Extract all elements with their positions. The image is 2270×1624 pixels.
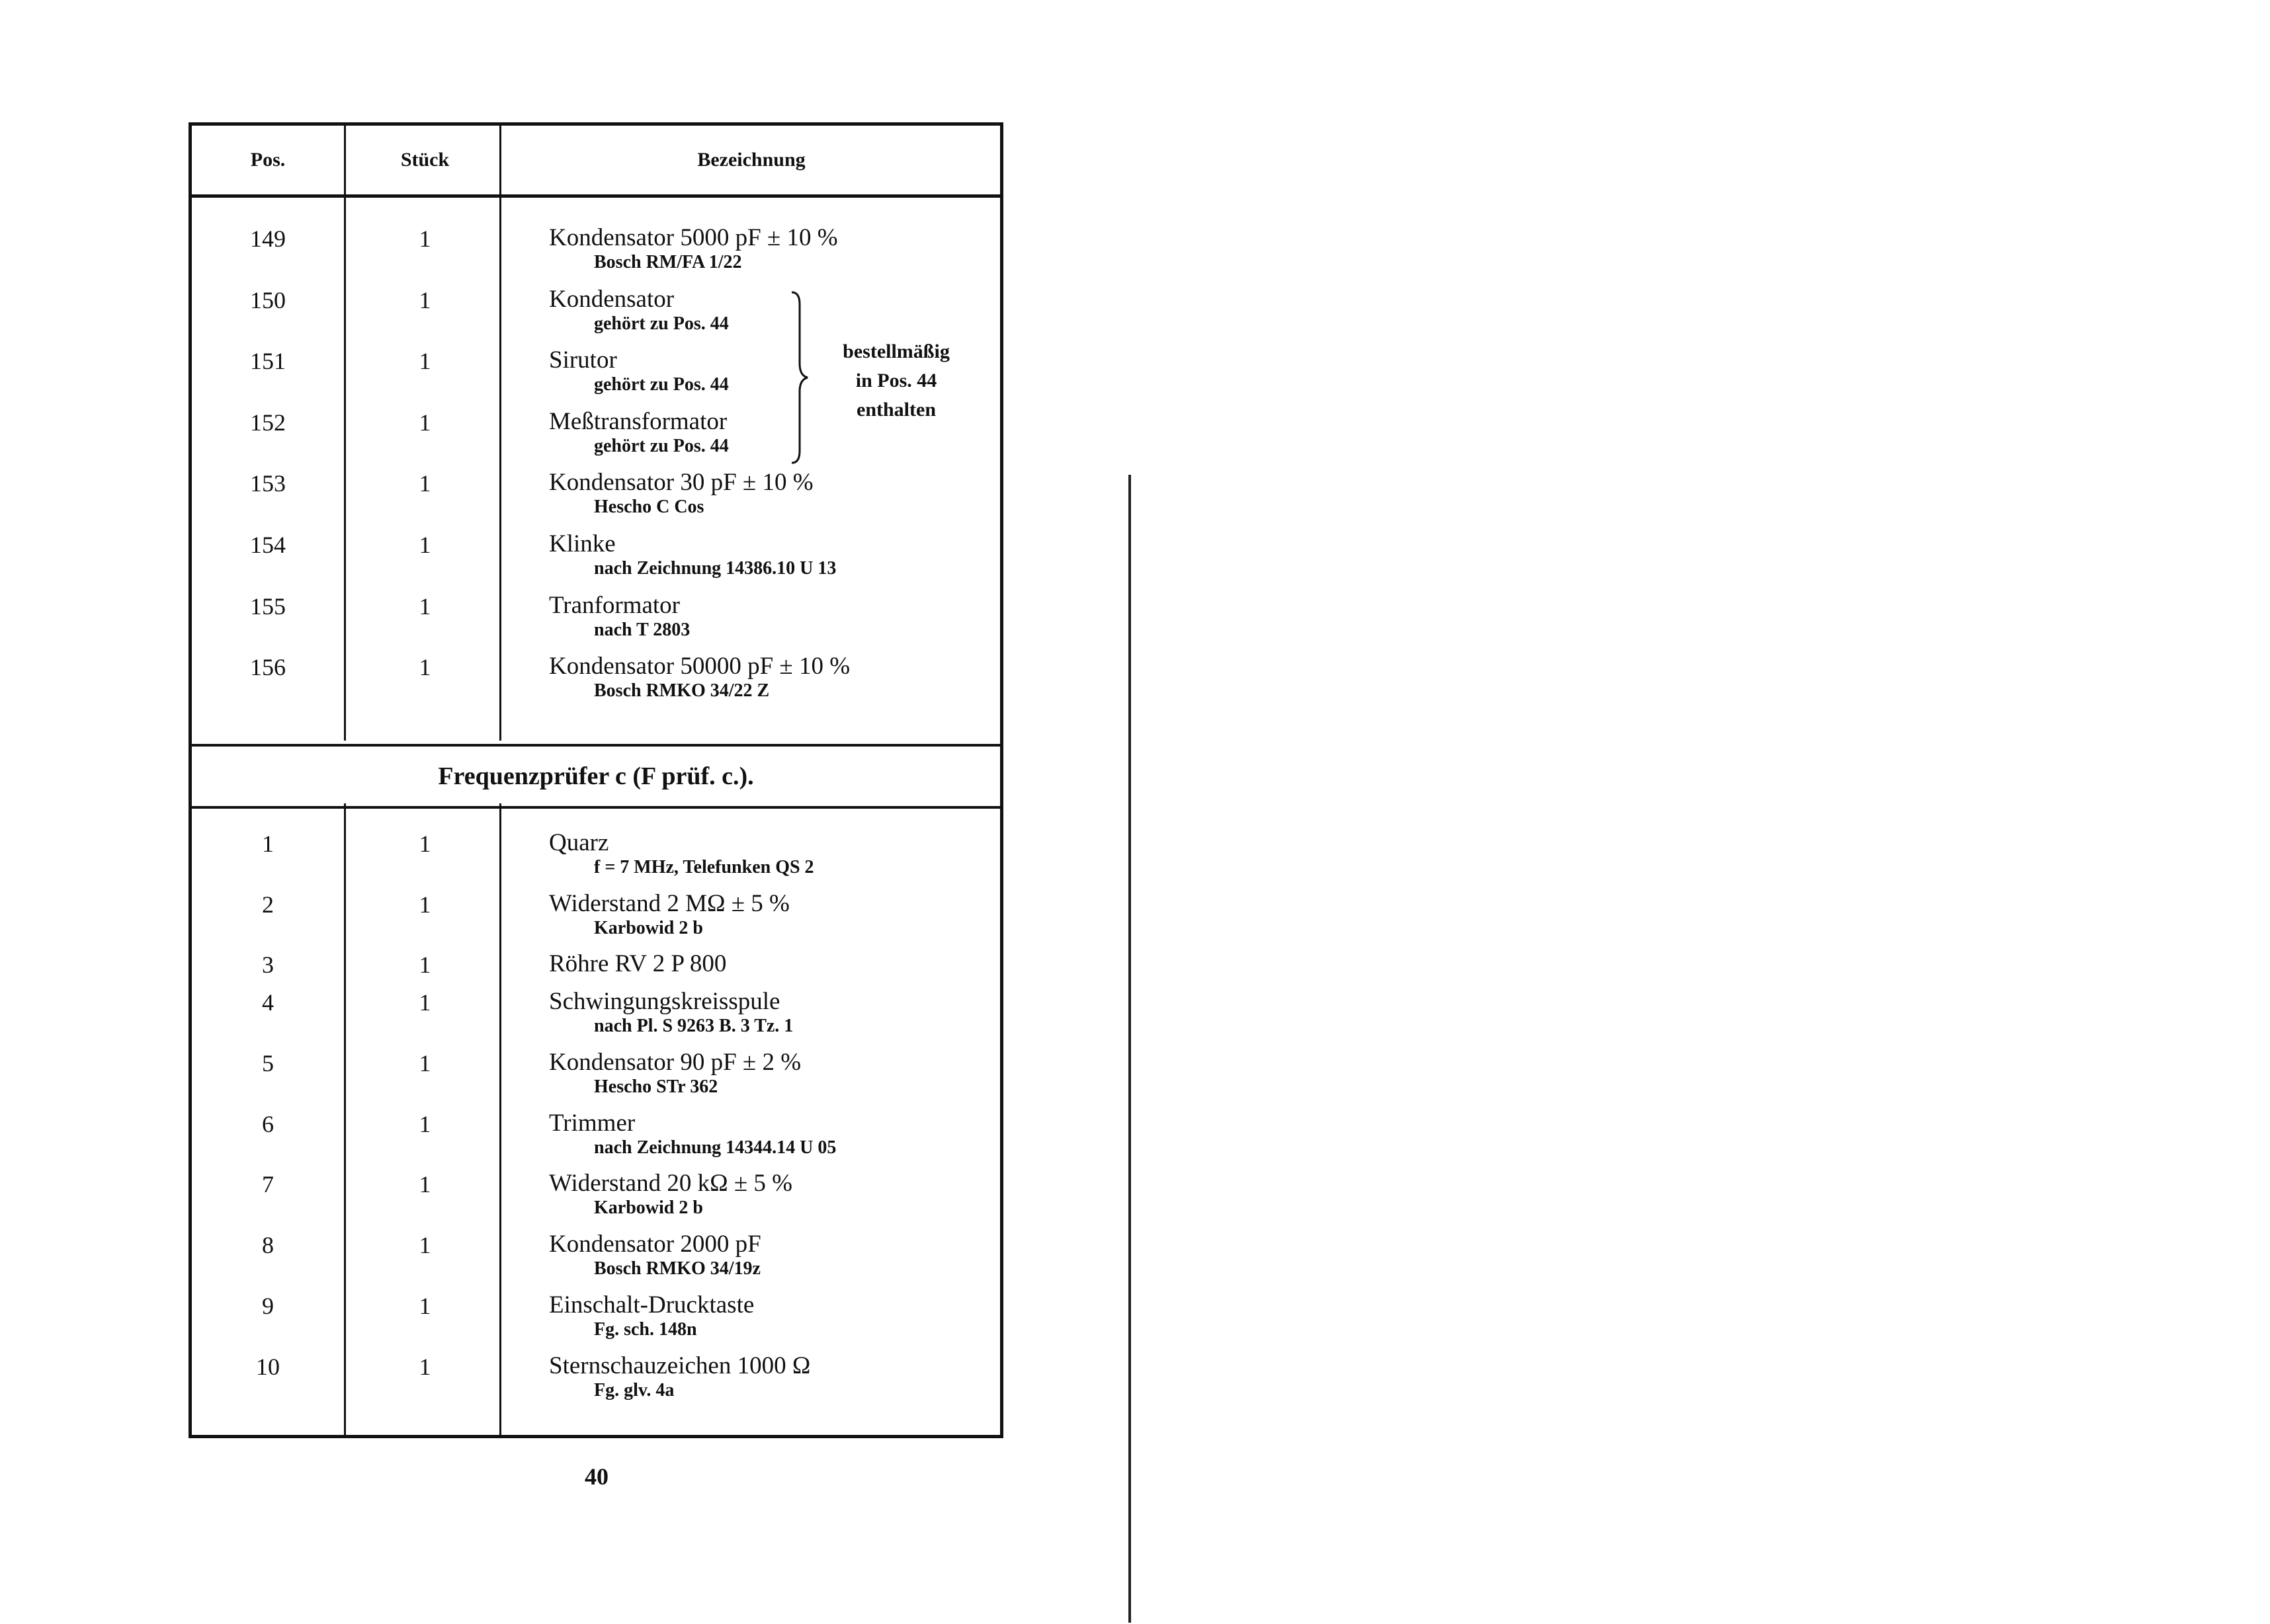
- row-name: Kondensator 50000 pF ± 10 %: [549, 653, 851, 680]
- row-pos: 1: [262, 831, 274, 857]
- row-pos: 4: [262, 989, 274, 1016]
- row-detail: nach Pl. S 9263 B. 3 Tz. 1: [594, 1016, 794, 1036]
- row-description: [549, 531, 986, 580]
- row-quantity: 1: [419, 532, 431, 558]
- row-name: Kondensator 90 pF ± 2 %: [549, 1049, 802, 1076]
- column-divider: [344, 126, 346, 741]
- row-description: [549, 830, 986, 879]
- row-quantity: 1: [419, 891, 431, 918]
- row-name: Widerstand 20 kΩ ± 5 %: [549, 1170, 792, 1197]
- row-pos: 6: [262, 1111, 274, 1137]
- row-description: [549, 653, 986, 702]
- brace-note-line: in Pos. 44: [855, 370, 937, 391]
- row-detail: nach Zeichnung 14386.10 U 13: [594, 558, 837, 579]
- row-name: Quarz: [549, 829, 609, 856]
- row-description: [549, 989, 986, 1037]
- row-name: Sternschauzeichen 1000 Ω: [549, 1352, 811, 1379]
- row-description: [549, 1110, 986, 1159]
- row-quantity: 1: [419, 1232, 431, 1258]
- row-quantity: 1: [419, 225, 431, 252]
- row-detail: Bosch RMKO 34/22 Z: [594, 680, 770, 701]
- row-description: [549, 469, 986, 518]
- row-quantity: 1: [419, 470, 431, 497]
- row-pos: 149: [250, 225, 286, 252]
- row-pos: 5: [262, 1050, 274, 1076]
- row-pos: 3: [262, 952, 274, 978]
- row-pos: 155: [250, 593, 286, 620]
- header-stueck: Stück: [400, 149, 450, 171]
- page-number: 40: [585, 1463, 609, 1490]
- row-pos: 151: [250, 348, 286, 374]
- row-name: Kondensator 5000 pF ± 10 %: [549, 224, 838, 251]
- row-description: [549, 286, 986, 335]
- row-name: Schwingungskreisspule: [549, 988, 780, 1015]
- brace-note-line: bestellmäßig: [843, 341, 950, 362]
- row-quantity: 1: [419, 989, 431, 1016]
- row-detail: Bosch RMKO 34/19z: [594, 1258, 761, 1279]
- row-detail: Karbowid 2 b: [594, 918, 703, 938]
- row-description: [549, 1170, 986, 1219]
- row-detail: Hescho STr 362: [594, 1076, 718, 1097]
- row-pos: 2: [262, 891, 274, 918]
- row-pos: 7: [262, 1171, 274, 1198]
- row-quantity: 1: [419, 409, 431, 436]
- row-name: Sirutor: [549, 346, 617, 374]
- row-pos: 152: [250, 409, 286, 436]
- row-detail: Fg. sch. 148n: [594, 1319, 697, 1340]
- row-description: [549, 225, 986, 274]
- table-header: [192, 126, 1000, 198]
- row-name: Trimmer: [549, 1110, 636, 1137]
- row-quantity: 1: [419, 654, 431, 680]
- row-name: Meßtransformator: [549, 408, 728, 435]
- row-quantity: 1: [419, 952, 431, 978]
- row-detail: gehört zu Pos. 44: [594, 374, 729, 395]
- row-name: Kondensator: [549, 286, 675, 313]
- page-fold-line: [1128, 475, 1131, 1623]
- column-divider: [344, 803, 346, 1438]
- row-detail: nach T 2803: [594, 620, 691, 640]
- row-quantity: 1: [419, 1050, 431, 1076]
- parts-table: [189, 122, 1003, 1438]
- row-detail: f = 7 MHz, Telefunken QS 2: [594, 857, 814, 877]
- row-name: Klinke: [549, 530, 616, 557]
- row-quantity: 1: [419, 1354, 431, 1380]
- row-pos: 8: [262, 1232, 274, 1258]
- brace-note-line: enthalten: [857, 399, 936, 421]
- row-name: Röhre RV 2 P 800: [549, 950, 727, 977]
- row-pos: 154: [250, 532, 286, 558]
- row-pos: 153: [250, 470, 286, 497]
- row-quantity: 1: [419, 831, 431, 857]
- row-name: Tranformator: [549, 592, 680, 619]
- right-brace-icon: [790, 291, 810, 464]
- row-detail: nach Zeichnung 14344.14 U 05: [594, 1137, 837, 1158]
- row-quantity: 1: [419, 287, 431, 313]
- row-description: [549, 951, 986, 977]
- row-quantity: 1: [419, 1171, 431, 1198]
- row-quantity: 1: [419, 1111, 431, 1137]
- row-quantity: 1: [419, 348, 431, 374]
- row-pos: 9: [262, 1293, 274, 1319]
- row-detail: Hescho C Cos: [594, 497, 704, 517]
- row-detail: Bosch RM/FA 1/22: [594, 252, 742, 272]
- row-quantity: 1: [419, 1293, 431, 1319]
- row-detail: gehört zu Pos. 44: [594, 436, 729, 456]
- row-name: Kondensator 2000 pF: [549, 1231, 761, 1258]
- row-quantity: 1: [419, 593, 431, 620]
- row-description: [549, 1231, 986, 1280]
- row-name: Kondensator 30 pF ± 10 %: [549, 469, 814, 496]
- row-name: Widerstand 2 MΩ ± 5 %: [549, 890, 790, 917]
- row-description: [549, 592, 986, 641]
- row-name: Einschalt-Drucktaste: [549, 1291, 755, 1319]
- brace-note: [817, 337, 976, 425]
- row-pos: 10: [256, 1354, 280, 1380]
- section-title: Frequenzprüfer c (F prüf. c.).: [192, 744, 1000, 809]
- row-description: [549, 1049, 986, 1098]
- row-detail: Fg. glv. 4a: [594, 1380, 675, 1401]
- header-pos: Pos.: [250, 149, 286, 171]
- row-description: [549, 1292, 986, 1341]
- row-pos: 150: [250, 287, 286, 313]
- header-bezeichnung: Bezeichnung: [697, 149, 806, 171]
- row-detail: Karbowid 2 b: [594, 1198, 703, 1218]
- row-detail: gehört zu Pos. 44: [594, 313, 729, 334]
- row-pos: 156: [250, 654, 286, 680]
- row-description: [549, 1353, 986, 1402]
- row-description: [549, 891, 986, 940]
